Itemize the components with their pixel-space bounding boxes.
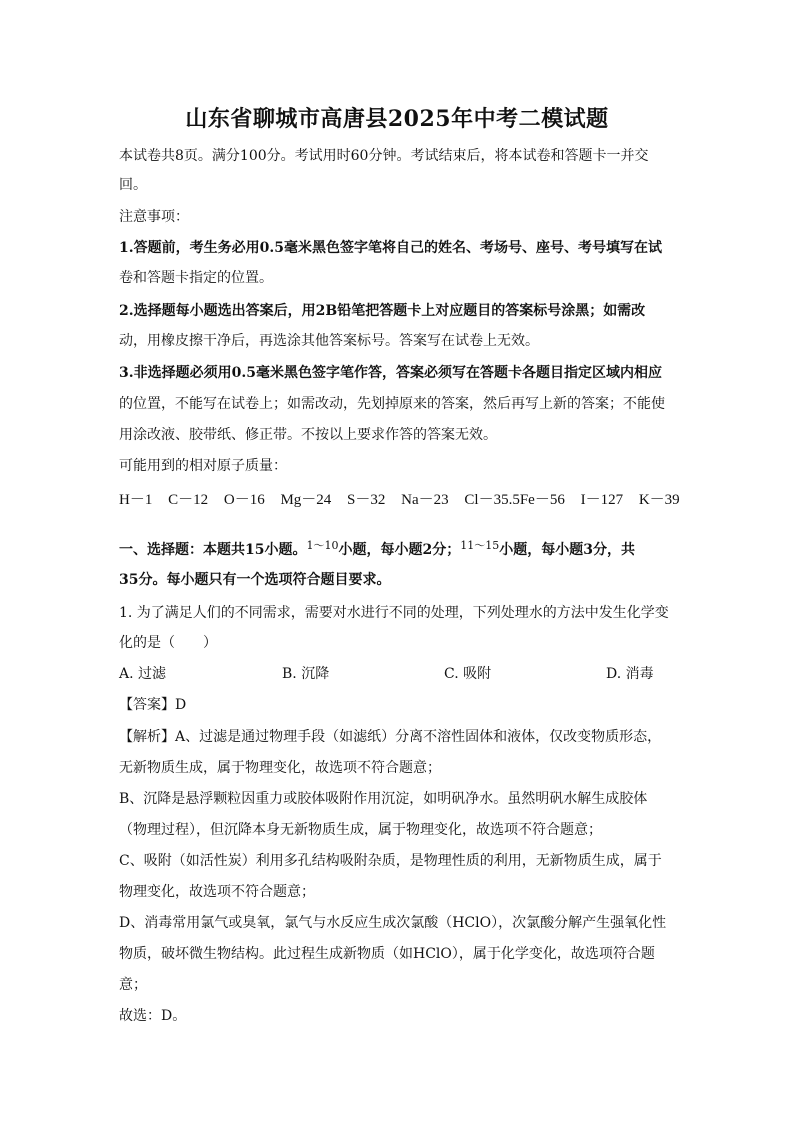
page-title: 山东省聊城市高唐县2025年中考二模试题 [185, 106, 609, 132]
note-3-line-3: 用涂改液、胶带纸、修正带。不按以上要求作答的答案无效。 [119, 427, 497, 443]
section-1-heading [119, 536, 679, 560]
analysis-line: 物理变化，故选项不符合题意； [119, 884, 315, 900]
note-3-line-1: 3.非选择题必须用0.5毫米黑色签字笔作答，答案必须写在答题卡各题目指定区域内相应 [119, 365, 662, 381]
atomic-mass-item: Na－23 [401, 492, 449, 508]
section-1-range-2: 11～15 [460, 539, 500, 552]
option-c: C. 吸附 [444, 666, 492, 682]
analysis-line: D、消毒常用氯气或臭氧，氯气与水反应生成次氯酸（HClO），次氯酸分解产生强氧化性 [119, 915, 667, 931]
analysis-line: （物理过程），但沉降本身无新物质生成，属于物理变化，故选项不符合题意； [119, 822, 602, 838]
note-2-line-1: 2.选择题每小题选出答案后，用2B铅笔把答题卡上对应题目的答案标号涂黑；如需改 [119, 303, 646, 319]
atomic-mass-item: O－16 [223, 492, 265, 508]
section-1-line-2: 35分。每小题只有一个选项符合题目要求。 [119, 572, 391, 588]
answer-line: 【答案】D [119, 697, 187, 713]
atomic-mass-item: Mg－24 [280, 492, 332, 508]
atomic-mass-heading: 可能用到的相对原子质量： [119, 458, 287, 474]
note-1-line-2: 卷和答题卡指定的位置。 [119, 270, 273, 286]
intro-line-1: 本试卷共8页。满分100分。考试用时60分钟。考试结束后，将本试卷和答题卡一并交 [119, 148, 649, 164]
analysis-line: B、沉降是悬浮颗粒因重力或胶体吸附作用沉淀，如明矾净水。虽然明矾水解生成胶体 [119, 791, 648, 807]
atomic-mass-item: S－32 [347, 492, 386, 508]
atomic-mass-list [119, 490, 679, 510]
analysis-line: 无新物质生成，属于物理变化，故选项不符合题意； [119, 760, 441, 776]
intro-line-2: 回。 [119, 177, 147, 193]
note-1-line-1: 1.答题前，考生务必用0.5毫米黑色签字笔将自己的姓名、考场号、座号、考号填写在试 [119, 240, 662, 256]
option-d: D. 消毒 [606, 666, 654, 682]
analysis-line: 【解析】A、过滤是通过物理手段（如滤纸）分离不溶性固体和液体，仅改变物质形态， [119, 729, 662, 745]
section-1-part-c: 小题，每小题3分，共 [499, 542, 635, 558]
option-a: A. 过滤 [119, 666, 167, 682]
question-1-stem-line-2: 化的是（ ） [119, 635, 217, 651]
note-3-line-2: 的位置，不能写在试卷上；如需改动，先划掉原来的答案，然后再写上新的答案；不能使 [119, 396, 665, 412]
question-1-stem-line-1: 1. 为了满足人们的不同需求，需要对水进行不同的处理，下列处理水的方法中发生化学变 [119, 605, 669, 621]
option-b: B. 沉降 [282, 666, 330, 682]
atomic-mass-item: K－39 [638, 492, 680, 508]
atomic-mass-item: I－127 [580, 492, 624, 508]
atomic-mass-item: H－1 [119, 492, 153, 508]
analysis-line: 故选：D。 [119, 1008, 187, 1024]
notes-heading: 注意事项： [119, 209, 189, 225]
section-1-range-1: 1～10 [306, 539, 339, 552]
analysis-line: 物质，破坏微生物结构。此过程生成新物质（如HClO），属于化学变化，故选项符合题 [119, 946, 655, 962]
section-1-part-b: 小题，每小题2分； [338, 542, 461, 558]
atomic-mass-item: C－12 [168, 492, 209, 508]
atomic-mass-item: Cl－35.5Fe－56 [464, 492, 565, 508]
note-2-line-2: 动，用橡皮擦干净后，再选涂其他答案标号。答案写在试卷上无效。 [119, 333, 539, 349]
section-1-part-a: 一、选择题：本题共15小题。 [119, 542, 307, 558]
analysis-line: 意； [119, 977, 147, 993]
analysis-line: C、吸附（如活性炭）利用多孔结构吸附杂质，是物理性质的利用，无新物质生成，属于 [119, 853, 662, 869]
